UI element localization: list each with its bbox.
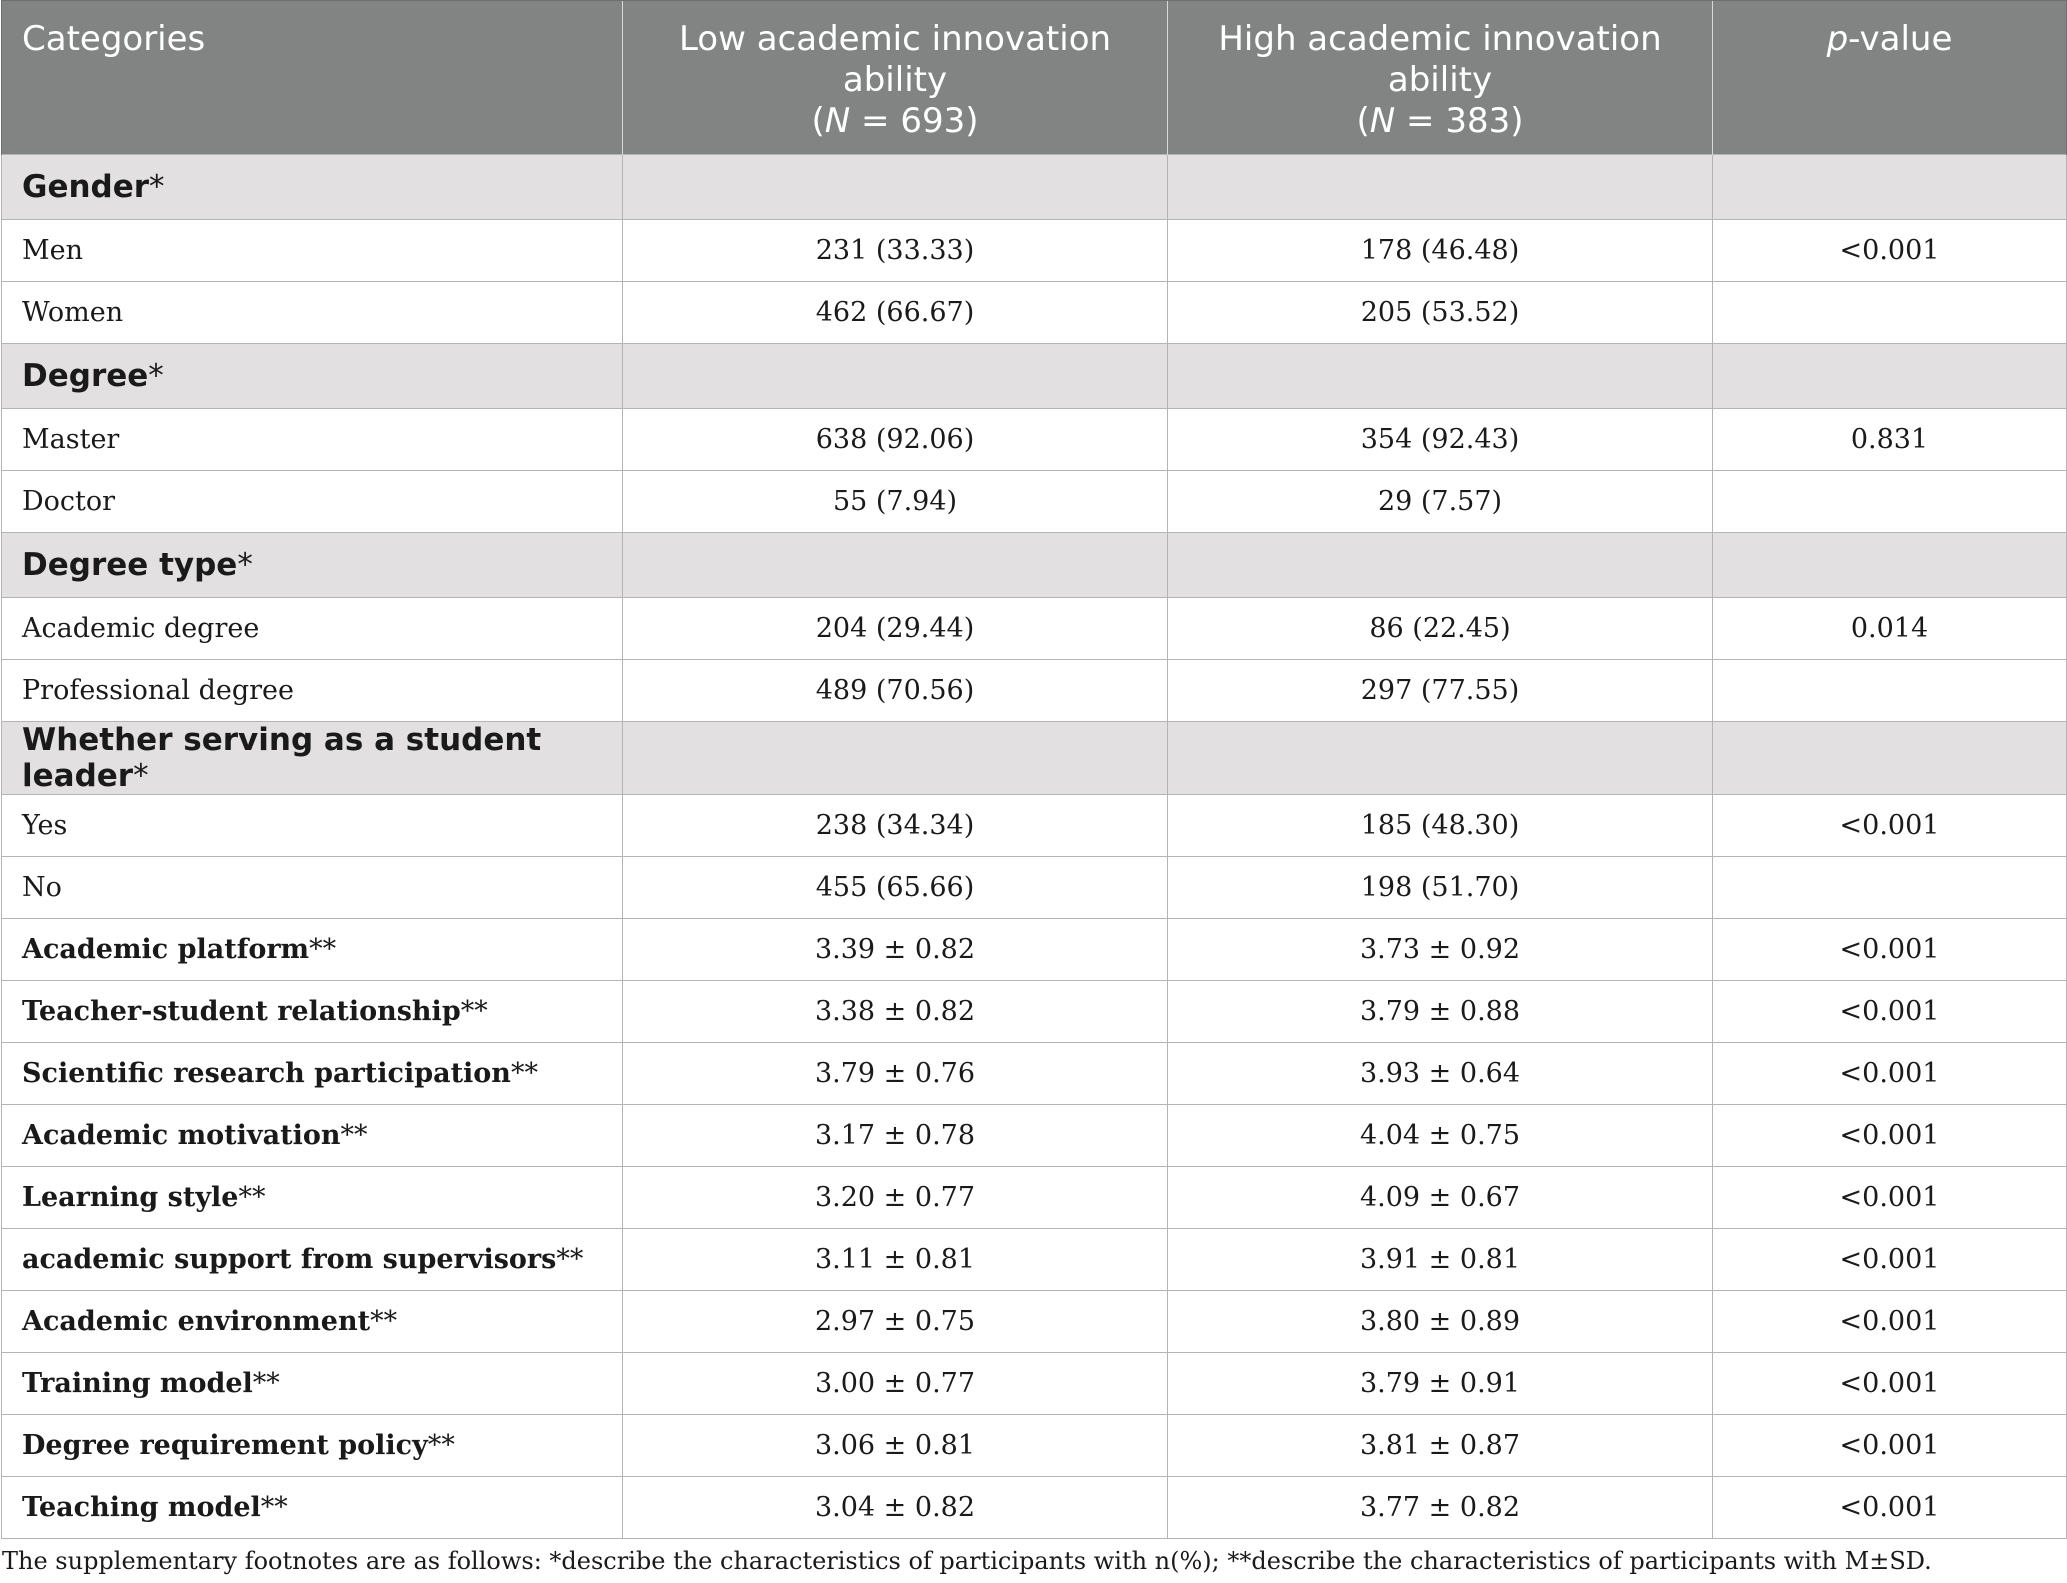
row-label-text: Scientific research participation: [22, 1058, 511, 1089]
section-title: Degree: [22, 358, 149, 394]
row-label: [2, 1043, 623, 1105]
section-empty-high: [1168, 533, 1713, 598]
row-label: [2, 1229, 623, 1291]
header-p-value: [1713, 1, 2067, 155]
row-label-stars: **: [340, 1120, 368, 1151]
row-high-value: 3.93 ± 0.64: [1168, 1043, 1713, 1105]
table-row: [2, 1105, 2067, 1167]
row-p-value: <0.001: [1713, 220, 2067, 282]
section-empty-p: [1713, 344, 2067, 409]
row-label: No: [2, 857, 623, 919]
row-p-value: [1713, 660, 2067, 722]
row-label: Doctor: [2, 471, 623, 533]
row-p-value: <0.001: [1713, 1105, 2067, 1167]
row-p-value: <0.001: [1713, 919, 2067, 981]
header-high-label: High academic innovation ability: [1218, 19, 1662, 100]
section-title-cell: [2, 533, 623, 598]
section-row: [2, 155, 2067, 220]
section-stars: *: [149, 169, 165, 205]
row-high-value: 3.79 ± 0.91: [1168, 1353, 1713, 1415]
header-row: [2, 1, 2067, 155]
characteristics-table: [1, 0, 2067, 1539]
row-low-value: 3.04 ± 0.82: [623, 1477, 1168, 1539]
header-low-n-value: = 693: [850, 101, 966, 141]
row-label: Professional degree: [2, 660, 623, 722]
row-label: [2, 1477, 623, 1539]
row-low-value: 462 (66.67): [623, 282, 1168, 344]
header-p-rest: -value: [1848, 19, 1953, 59]
row-high-value: 3.80 ± 0.89: [1168, 1291, 1713, 1353]
row-label: [2, 1167, 623, 1229]
row-p-value: <0.001: [1713, 1477, 2067, 1539]
row-p-value: 0.014: [1713, 598, 2067, 660]
row-high-value: 3.77 ± 0.82: [1168, 1477, 1713, 1539]
row-high-value: 198 (51.70): [1168, 857, 1713, 919]
section-empty-low: [623, 344, 1168, 409]
row-label: Women: [2, 282, 623, 344]
row-label-text: Degree requirement policy: [22, 1430, 428, 1461]
row-high-value: 3.81 ± 0.87: [1168, 1415, 1713, 1477]
row-high-value: 185 (48.30): [1168, 795, 1713, 857]
row-low-value: 638 (92.06): [623, 409, 1168, 471]
row-label-stars: **: [370, 1306, 398, 1337]
header-categories-label: Categories: [22, 19, 206, 59]
section-row: [2, 722, 2067, 795]
row-label-text: Learning style: [22, 1182, 239, 1213]
row-label-text: academic support from supervisors: [22, 1244, 557, 1275]
table-row: [2, 1167, 2067, 1229]
table-row: [2, 598, 2067, 660]
row-label-text: Teacher-student relationship: [22, 996, 461, 1027]
row-high-value: 3.73 ± 0.92: [1168, 919, 1713, 981]
section-title: Degree type: [22, 547, 238, 583]
table-row: [2, 1229, 2067, 1291]
table-row: [2, 409, 2067, 471]
header-low-n-symbol: N: [824, 101, 851, 141]
row-p-value: [1713, 857, 2067, 919]
row-low-value: 238 (34.34): [623, 795, 1168, 857]
row-label: [2, 1415, 623, 1477]
row-label-stars: **: [309, 934, 337, 965]
section-row: [2, 533, 2067, 598]
row-p-value: <0.001: [1713, 1291, 2067, 1353]
row-low-value: 3.38 ± 0.82: [623, 981, 1168, 1043]
section-empty-p: [1713, 155, 2067, 220]
table-row: [2, 1353, 2067, 1415]
section-stars: *: [133, 758, 149, 794]
table-footnote: The supplementary footnotes are as follows: *describe the characteristics of participants with n(%); **describe the characteristics of participants with M±SD.: [2, 1547, 1932, 1575]
section-empty-high: [1168, 155, 1713, 220]
header-p-italic: p: [1826, 19, 1849, 59]
row-p-value: <0.001: [1713, 1167, 2067, 1229]
header-categories: [2, 1, 623, 155]
header-low-ability: Low academic innovation ability (N = 693): [623, 1, 1168, 155]
row-high-value: 205 (53.52): [1168, 282, 1713, 344]
section-title: Whether serving as a student leader: [22, 722, 542, 794]
header-high-ability: High academic innovation ability (N = 383): [1168, 1, 1713, 155]
header-low-label: Low academic innovation ability: [678, 19, 1112, 100]
row-label: Men: [2, 220, 623, 282]
row-low-value: 204 (29.44): [623, 598, 1168, 660]
section-empty-high: [1168, 344, 1713, 409]
row-high-value: 3.91 ± 0.81: [1168, 1229, 1713, 1291]
row-high-value: 29 (7.57): [1168, 471, 1713, 533]
row-p-value: 0.831: [1713, 409, 2067, 471]
row-label: Master: [2, 409, 623, 471]
row-label-stars: **: [556, 1244, 584, 1275]
row-label-stars: **: [252, 1368, 280, 1399]
table-row: [2, 1477, 2067, 1539]
row-label-stars: **: [510, 1058, 538, 1089]
section-empty-low: [623, 722, 1168, 795]
row-high-value: 3.79 ± 0.88: [1168, 981, 1713, 1043]
row-low-value: 3.20 ± 0.77: [623, 1167, 1168, 1229]
section-empty-low: [623, 155, 1168, 220]
table-row: [2, 220, 2067, 282]
section-stars: *: [237, 547, 253, 583]
row-low-value: 2.97 ± 0.75: [623, 1291, 1168, 1353]
section-title: Gender: [22, 169, 150, 205]
row-high-value: 4.04 ± 0.75: [1168, 1105, 1713, 1167]
row-label: [2, 1291, 623, 1353]
table-header: [2, 1, 2067, 155]
row-label-text: Academic motivation: [22, 1120, 341, 1151]
section-title-cell: [2, 722, 623, 795]
row-label-text: Training model: [22, 1368, 253, 1399]
row-label-text: Academic environment: [22, 1306, 371, 1337]
row-label-stars: **: [260, 1492, 288, 1523]
row-label-stars: **: [460, 996, 488, 1027]
header-high-n-value: = 383: [1395, 101, 1511, 141]
section-empty-p: [1713, 533, 2067, 598]
row-low-value: 3.39 ± 0.82: [623, 919, 1168, 981]
row-high-value: 297 (77.55): [1168, 660, 1713, 722]
row-high-value: 4.09 ± 0.67: [1168, 1167, 1713, 1229]
row-low-value: 3.17 ± 0.78: [623, 1105, 1168, 1167]
row-label-stars: **: [427, 1430, 455, 1461]
row-p-value: <0.001: [1713, 1229, 2067, 1291]
table-row: [2, 1291, 2067, 1353]
table-row: [2, 1043, 2067, 1105]
row-low-value: 455 (65.66): [623, 857, 1168, 919]
row-label: [2, 1353, 623, 1415]
table-row: [2, 981, 2067, 1043]
row-p-value: <0.001: [1713, 981, 2067, 1043]
row-label-stars: **: [238, 1182, 266, 1213]
row-low-value: 55 (7.94): [623, 471, 1168, 533]
row-label: Academic degree: [2, 598, 623, 660]
row-p-value: [1713, 282, 2067, 344]
row-high-value: 354 (92.43): [1168, 409, 1713, 471]
row-high-value: 178 (46.48): [1168, 220, 1713, 282]
row-label: [2, 1105, 623, 1167]
row-p-value: <0.001: [1713, 1043, 2067, 1105]
section-stars: *: [148, 358, 164, 394]
row-high-value: 86 (22.45): [1168, 598, 1713, 660]
section-empty-p: [1713, 722, 2067, 795]
table-body: [2, 155, 2067, 1539]
row-low-value: 231 (33.33): [623, 220, 1168, 282]
section-row: [2, 344, 2067, 409]
row-p-value: [1713, 471, 2067, 533]
row-low-value: 3.79 ± 0.76: [623, 1043, 1168, 1105]
row-label: [2, 981, 623, 1043]
row-label-text: Academic platform: [22, 934, 310, 965]
row-low-value: 3.06 ± 0.81: [623, 1415, 1168, 1477]
table-row: [2, 857, 2067, 919]
row-label: [2, 919, 623, 981]
table-row: [2, 795, 2067, 857]
table-row: [2, 471, 2067, 533]
header-high-n-symbol: N: [1369, 101, 1396, 141]
section-title-cell: [2, 344, 623, 409]
row-label-text: Teaching model: [22, 1492, 261, 1523]
section-empty-low: [623, 533, 1168, 598]
row-low-value: 489 (70.56): [623, 660, 1168, 722]
row-label: Yes: [2, 795, 623, 857]
row-low-value: 3.00 ± 0.77: [623, 1353, 1168, 1415]
section-empty-high: [1168, 722, 1713, 795]
table-row: [2, 1415, 2067, 1477]
row-low-value: 3.11 ± 0.81: [623, 1229, 1168, 1291]
row-p-value: <0.001: [1713, 1353, 2067, 1415]
table-row: [2, 919, 2067, 981]
row-p-value: <0.001: [1713, 1415, 2067, 1477]
row-p-value: <0.001: [1713, 795, 2067, 857]
table-row: [2, 660, 2067, 722]
table-row: [2, 282, 2067, 344]
section-title-cell: [2, 155, 623, 220]
